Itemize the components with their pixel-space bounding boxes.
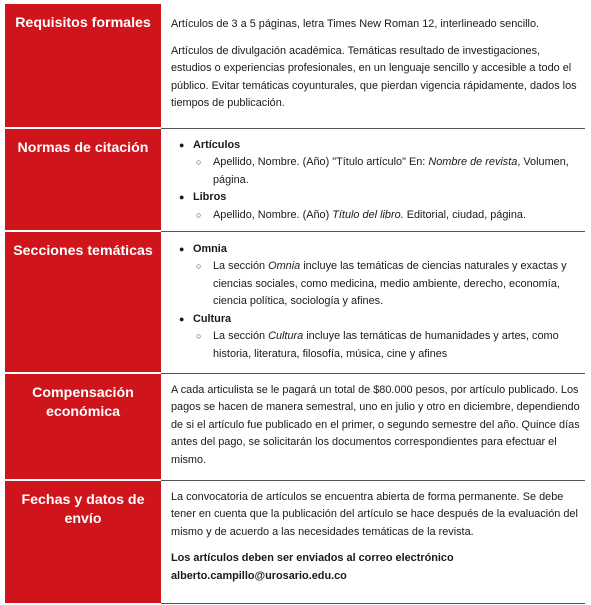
row-content	[161, 4, 585, 128]
email-paragraph: Los artículos deben ser enviados al correo electrónico alberto.campillo@urosario.edu.co	[171, 552, 454, 582]
sub-text: Editorial, ciudad, página.	[403, 208, 526, 221]
row-label-cell	[5, 4, 161, 128]
list-item	[171, 137, 581, 190]
row-fechas	[5, 480, 585, 603]
row-label: Requisitos formales	[15, 15, 151, 31]
paragraph: Artículos de 3 a 5 páginas, letra Times New Roman 12, interlineado sencillo.	[171, 18, 540, 30]
sub-text: incluye las temáticas de humanidades y artes, como historia, literatura, filosofía, música, cine y afines	[213, 330, 559, 360]
row-label-cell	[5, 480, 161, 603]
item-title: Omnia	[193, 242, 227, 255]
row-content	[161, 231, 585, 373]
row-normas	[5, 128, 585, 231]
list-item	[171, 311, 581, 364]
sub-text: , Volumen, página.	[213, 156, 569, 186]
sub-text: incluye las temáticas de ciencias naturales y exactas y ciencias sociales, como medicina, medio ambiente, derecho, economía, ciencia política, sociología y afines.	[213, 260, 567, 307]
row-label-cell	[5, 373, 161, 480]
row-content	[161, 373, 585, 480]
sub-list	[193, 328, 581, 363]
row-label: Secciones temáticas	[13, 243, 153, 259]
guidelines-table	[5, 4, 585, 604]
sub-italic: Omnia	[268, 260, 301, 272]
sub-text: La sección	[213, 330, 269, 342]
row-label: Fechas y datos de envío	[21, 492, 145, 527]
sub-italic: Cultura	[268, 330, 304, 342]
row-secciones	[5, 231, 585, 373]
sub-list-item	[193, 207, 581, 225]
bullet-icon: ●	[179, 313, 185, 324]
citation-list	[171, 137, 581, 225]
paragraph: A cada articulista se le pagará un total de $80.000 pesos, por artículo publicado. Los pagos se hacen de manera semestral, uno en julio y otro en diciembre, dependiendo de si el artículo fue publicado en el primer, o segundo semestre del año. Quince días antes del pago, se solicitarán los documentos correspondientes para efectuar el mismo.	[171, 383, 580, 466]
sub-list-item	[193, 258, 581, 311]
item-title: Artículos	[193, 138, 241, 151]
sections-list	[171, 241, 581, 364]
sub-text: Apellido, Nombre. (Año) "Título artículo" En:	[213, 156, 429, 168]
item-title: Libros	[193, 191, 227, 203]
paragraph: La convocatoria de artículos se encuentra abierta de forma permanente. Se debe tener en cuenta que la publicación del artículo se hace después de la evaluación del mismo y de acuerdo a las necesidades temáticas de la revista.	[171, 490, 578, 538]
row-label: Compensación económica	[32, 385, 134, 420]
item-title: Cultura	[193, 312, 232, 325]
row-requisitos	[5, 4, 585, 128]
sub-list	[193, 258, 581, 311]
bullet-icon: ●	[179, 192, 185, 202]
row-label: Normas de citación	[17, 140, 149, 156]
row-compensacion	[5, 373, 585, 480]
hollow-bullet-icon: ○	[196, 331, 202, 341]
list-item	[171, 241, 581, 311]
bullet-icon: ●	[179, 243, 185, 254]
bullet-icon: ●	[179, 139, 185, 150]
hollow-bullet-icon: ○	[196, 209, 202, 220]
sub-list-item	[193, 154, 581, 189]
sub-list	[193, 207, 581, 225]
row-label-cell	[5, 128, 161, 231]
sub-text: La sección	[213, 260, 269, 272]
hollow-bullet-icon: ○	[196, 261, 202, 271]
sub-italic: Título del libro.	[332, 208, 404, 221]
row-label-cell	[5, 231, 161, 373]
sub-list	[193, 154, 581, 189]
row-content	[161, 480, 585, 603]
paragraph: Artículos de divulgación académica. Temáticas resultado de investigaciones, estudios o experiencias profesionales, en un lenguaje sencillo y accesible a todo el público. Evitar temáticas coyunturales, que pierdan vigencia rápidamente, dados los tiempos de publicación.	[171, 44, 577, 109]
sub-text: Apellido, Nombre. (Año)	[213, 208, 333, 221]
row-content	[161, 128, 585, 231]
sub-italic: Nombre de revista	[428, 156, 518, 168]
hollow-bullet-icon: ○	[196, 157, 202, 167]
list-item	[171, 189, 581, 224]
sub-list-item	[193, 328, 581, 363]
